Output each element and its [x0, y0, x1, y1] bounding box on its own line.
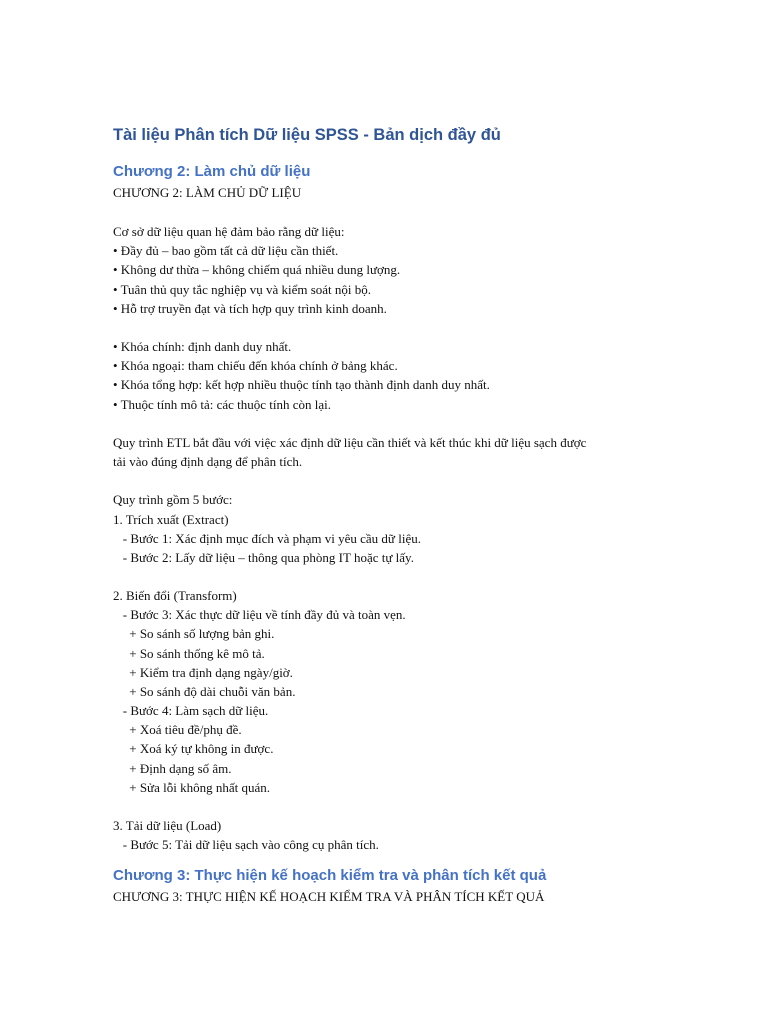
chapter-2-body: Cơ sở dữ liệu quan hệ đảm bảo rằng dữ liệu: • Đầy đủ – bao gồm tất cả dữ liệu cần thiết. • Không dư thừa – không chiếm quá nhiều dung lượng. • Tuân thủ quy tắc nghiệp vụ và kiểm soát nội bộ. • Hỗ trợ truyền đạt và tích hợp quy trình kinh doanh. • Khóa chính: định danh duy nhất. • Khóa ngoại: tham chiếu đến khóa chính ở bảng khác. • Khóa tổng hợp: kết hợp nhiều thuộc tính tạo thành định danh duy nhất. • Thuộc tính mô tả: các thuộc tính còn lại. Quy trình ETL bắt đầu với việc xác định dữ liệu cần thiết và kết thúc khi dữ liệu sạch được tải vào đúng định dạng để phân tích. Quy trình gồm 5 bước: 1. Trích xuất (Extract) - Bước 1: Xác định mục đích và phạm vi yêu cầu dữ liệu. - Bước 2: Lấy dữ liệu – thông qua phòng IT hoặc tự lấy. 2. Biến đổi (Transform) - Bước 3: Xác thực dữ liệu về tính đầy đủ và toàn vẹn. + So sánh số lượng bản ghi. + So sánh thống kê mô tả. + Kiểm tra định dạng ngày/giờ. + So sánh độ dài chuỗi văn bản. - Bước 4: Làm sạch dữ liệu. + Xoá tiêu đề/phụ đề. + Xoá ký tự không in được. + Định dạng số âm. + Sửa lỗi không nhất quán. 3. Tải dữ liệu (Load) - Bước 5: Tải dữ liệu sạch vào công cụ phân tích.	[113, 224, 587, 853]
chapter-3-caps-title: CHƯƠNG 3: THỰC HIỆN KẾ HOẠCH KIỂM TRA VÀ PHÂN TÍCH KẾT QUẢ	[113, 889, 545, 905]
chapter-2-heading: Chương 2: Làm chủ dữ liệu	[113, 163, 311, 180]
document-title: Tài liệu Phân tích Dữ liệu SPSS - Bản dịch đầy đủ	[113, 126, 501, 144]
chapter-3-heading: Chương 3: Thực hiện kế hoạch kiểm tra và phân tích kết quả	[113, 867, 547, 885]
chapter-2-caps-title: CHƯƠNG 2: LÀM CHỦ DỮ LIỆU	[113, 185, 302, 200]
document-page	[113, 122, 673, 907]
